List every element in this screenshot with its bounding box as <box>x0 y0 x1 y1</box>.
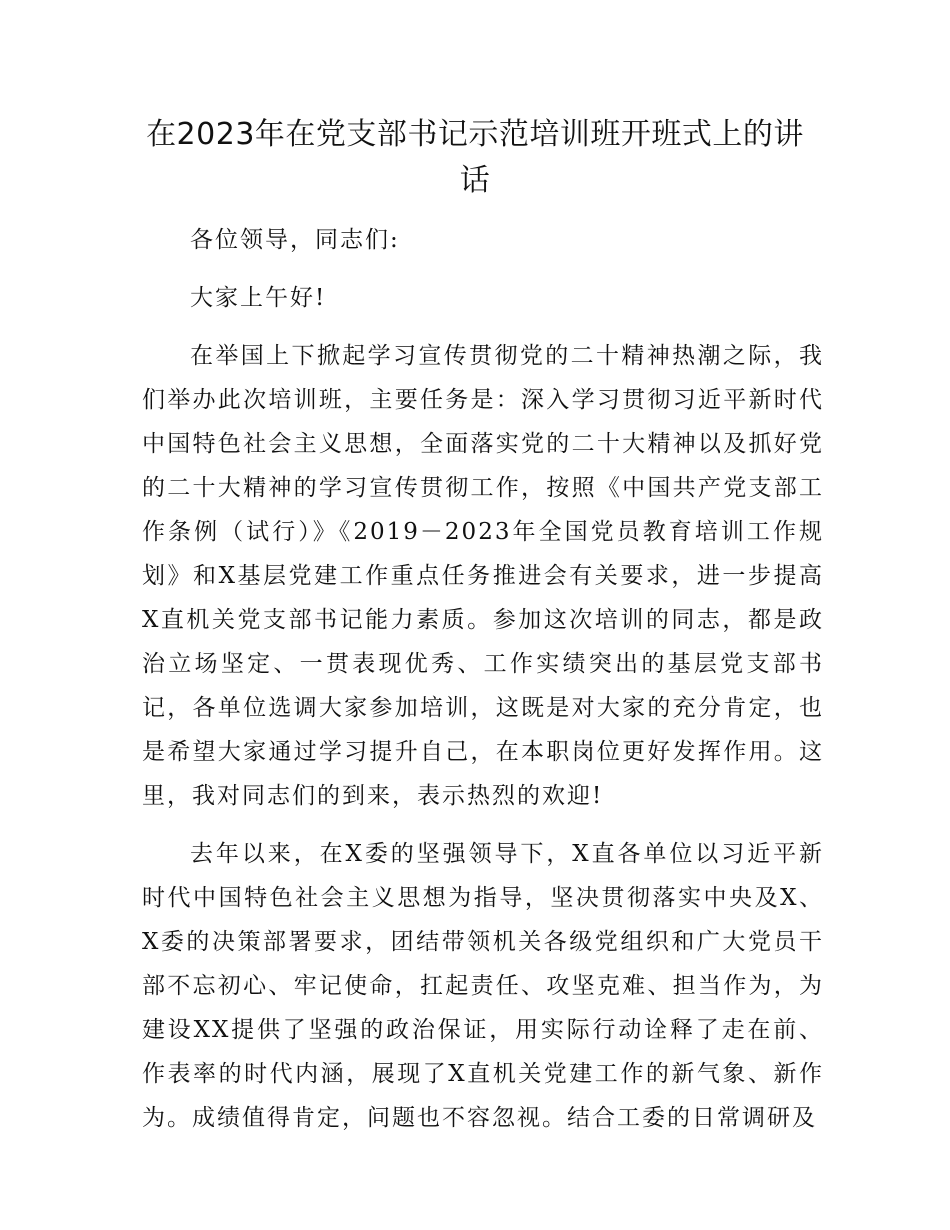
body-paragraph-2: 去年以来，在X委的坚强领导下，X直各单位以习近平新时代中国特色社会主义思想为指导，坚决贯彻落实中央及X、X委的决策部署要求，团结带领机关各级党组织和广大党员干部不忘初心、牢记使命，扛起责任、攻坚克难、担当作为，为建设XX提供了坚强的政治保证，用实际行动诠释了走在前、作表率的时代内涵，展现了X直机关党建工作的新气象、新作为。成绩值得肯定，问题也不容忽视。结合工委的日常调研及 <box>142 841 824 1131</box>
greeting-line: 大家上午好! <box>190 285 327 311</box>
document-body <box>142 218 824 1154</box>
salutation-line: 各位领导，同志们: <box>190 227 400 253</box>
body-paragraph-1: 在举国上下掀起学习宣传贯彻党的二十精神热潮之际，我们举办此次培训班，主要任务是：深入学习贯彻习近平新时代中国特色社会主义思想，全面落实党的二十大精神以及抓好党的二十大精神的学习宣传贯彻工作，按照《中国共产党支部工作条例（试行）》《2019－2023年全国党员教育培训工作规划》和X基层党建工作重点任务推进会有关要求，进一步提高X直机关党支部书记能力素质。参加这次培训的同志，都是政治立场坚定、一贯表现优秀、工作实绩突出的基层党支部书记，各单位选调大家参加培训，这既是对大家的充分肯定，也是希望大家通过学习提升自己，在本职岗位更好发挥作用。这里，我对同志们的到来，表示热烈的欢迎! <box>142 343 824 809</box>
document-title: 在2023年在党支部书记示范培训班开班式上的讲话 <box>146 117 804 198</box>
